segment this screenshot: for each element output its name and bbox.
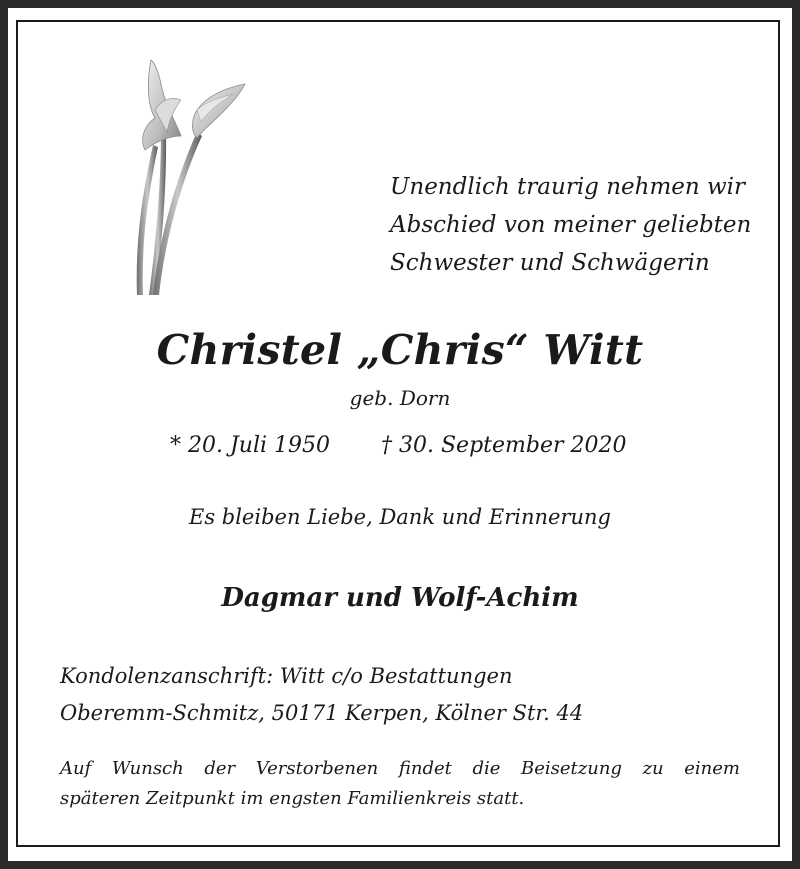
deceased-name: Christel „Chris“ Witt (156, 326, 644, 374)
intro-line: Unendlich traurig nehmen wir (390, 174, 746, 200)
intro-line: Schwester und Schwägerin (390, 250, 710, 276)
condolence-address (60, 658, 583, 732)
calla-lily-icon (125, 50, 260, 300)
address-line: Oberemm-Schmitz, 50171 Kerpen, Kölner Str. 44 (60, 701, 584, 725)
maiden-name: geb. Dorn (349, 386, 451, 410)
intro-line: Abschied von meiner geliebten (390, 212, 752, 238)
burial-note (60, 754, 740, 814)
note-line: Auf Wunsch der Verstorbenen findet die Beisetzung zu einem (60, 758, 740, 779)
motto-text: Es bleiben Liebe, Dank und Erinnerung (188, 505, 611, 529)
intro-text (390, 168, 751, 282)
mourners-names: Dagmar und Wolf-Achim (221, 583, 579, 613)
death-date: † 30. September 2020 (381, 433, 627, 458)
address-line: Kondolenzanschrift: Witt c/o Bestattungen (60, 664, 513, 688)
note-line: späteren Zeitpunkt im engsten Familienkreis statt. (60, 788, 525, 809)
birth-date: * 20. Juli 1950 (170, 433, 331, 458)
